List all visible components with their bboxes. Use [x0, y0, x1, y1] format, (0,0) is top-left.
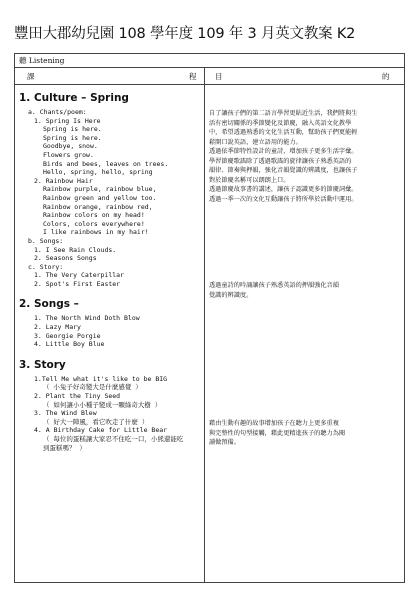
course-line: （ 每位的蛋糕讓大家忍不住吃一口，小熊還能吃 — [43, 435, 184, 443]
section-2 — [19, 298, 201, 348]
section-1 — [19, 92, 201, 288]
course-line: Rainbow green and yellow too. — [43, 193, 157, 202]
goal-line: 透過童詩的吟誦讓孩子熟悉英語的押韻強化音韻 — [209, 282, 339, 289]
course-line: （ 如何讓小小種子變成一顆綠奇大樹 ） — [43, 400, 162, 409]
section-heading: 1. Culture – Spring — [19, 92, 129, 104]
goal-line: 透過一季一次的文化互動讓孩子將所學於活動中運用。 — [209, 195, 358, 203]
course-line: b. Songs: — [28, 236, 64, 245]
course-line: 2. Seasons Songs — [34, 254, 97, 263]
goal-block-1 — [209, 109, 399, 204]
table-header-row — [15, 68, 404, 85]
course-line: Spring is here. — [43, 125, 102, 134]
goal-block-2 — [209, 281, 399, 300]
course-line: 4. Little Boy Blue — [34, 340, 105, 349]
course-line: Rainbow purple, rainbow blue, — [43, 185, 157, 194]
goal-line: 中，希望透過熟悉的文化生活互動，幫助孩子們更能輕 — [209, 129, 358, 136]
course-line: 2. Lazy Mary — [34, 323, 81, 332]
column-divider — [204, 68, 205, 583]
page-title: 豐田大郡幼兒園 108 學年度 109 年 3 月英文教案 K2 — [14, 26, 356, 42]
goal-block-3 — [209, 419, 399, 448]
goal-line: 自了讓孩子們的第二語言學習更貼近生活，我們將與生 — [209, 110, 358, 117]
course-line: 3. The Wind Blew — [34, 409, 97, 418]
goal-line: 韻律、節奏與押韻，強化音韻覺識的辨識度，也讓孩子 — [209, 167, 358, 174]
course-line: I like rainbows in my hair! — [43, 228, 149, 237]
course-line: Flowers grow. — [43, 150, 94, 159]
course-line: 1. The North Wind Doth Blow — [34, 314, 140, 323]
course-line: c. Story: — [28, 262, 64, 271]
goal-line: 與完整性的句型接觸，藉此更精進孩子的聽力為閱 — [209, 429, 346, 437]
course-line: 1.Tell Me what it's like to be BIG — [34, 374, 168, 383]
section-heading: 2. Songs – — [19, 298, 79, 311]
course-line: Rainbow colors on my head! — [43, 211, 145, 220]
listening-row: 聽 Listening — [15, 54, 404, 68]
course-line: Birds and bees, leaves on trees. — [43, 159, 169, 168]
course-line: Hello, spring, hello, spring — [43, 168, 153, 177]
course-line: 1. I See Rain Clouds. — [34, 245, 117, 254]
course-line: 2. Rainbow Hair — [34, 176, 93, 185]
goal-line: 讀做預備。 — [209, 439, 240, 446]
header-goal: 目 — [215, 72, 223, 81]
goal-line: 學習節慶歌謠除了透過歌謠的旋律讓孩子熟悉英語的 — [209, 157, 352, 165]
goal-line: 對於節慶名稱可以朗朗上口。 — [209, 176, 290, 184]
goal-line: 透過節慶故事書的講述，讓孩子認識更多的節慶詞彙。 — [209, 186, 358, 193]
goal-line: 鬆開口說英語，建立語用的能力。 — [209, 138, 302, 146]
course-line: 3. Georgie Porgie — [34, 331, 101, 340]
course-line: 1. Spring Is Here — [34, 116, 101, 125]
lesson-table — [14, 53, 405, 583]
course-line: Rainbow orange, rainbow red, — [43, 202, 153, 211]
course-line: 4. A Birthday Cake for Little Bear — [34, 426, 168, 435]
course-line: Goodbye, snow. — [43, 142, 98, 151]
section-3 — [19, 359, 201, 452]
course-line: （ 小兔子好奇變大是什麼感覺 ） — [43, 383, 142, 392]
header-process: 程 — [189, 72, 197, 81]
course-line: 到蛋糕嗎？ ） — [43, 443, 86, 452]
course-line: 2. Spot's First Easter — [34, 279, 121, 288]
course-line: a. Chants/poem: — [28, 108, 87, 116]
course-line: Spring is here. — [43, 133, 102, 142]
goal-line: 覺識的辨識度。 — [209, 291, 253, 299]
header-de: 的 — [382, 72, 390, 81]
course-line: Colors, colors everywhere! — [43, 219, 145, 228]
goal-line: 透過依季節特性設計的童詩，增加孩子更多生活字彙。 — [209, 148, 358, 155]
course-line: 2. Plant the Tiny Seed — [34, 392, 121, 401]
goal-line: 活有密切關係的季節變化及節慶，融入英語文化教學 — [209, 119, 352, 127]
course-content — [19, 92, 201, 452]
header-course: 課 — [27, 72, 35, 81]
goal-line: 藉由生動有趣的故事增加孩子在聽力上更多重複 — [209, 420, 339, 427]
course-line: （ 好大一陣風，看它吹走了什麼 ） — [43, 417, 149, 426]
section-heading: 3. Story — [19, 358, 66, 371]
course-line: 1. The Very Caterpillar — [34, 271, 125, 280]
